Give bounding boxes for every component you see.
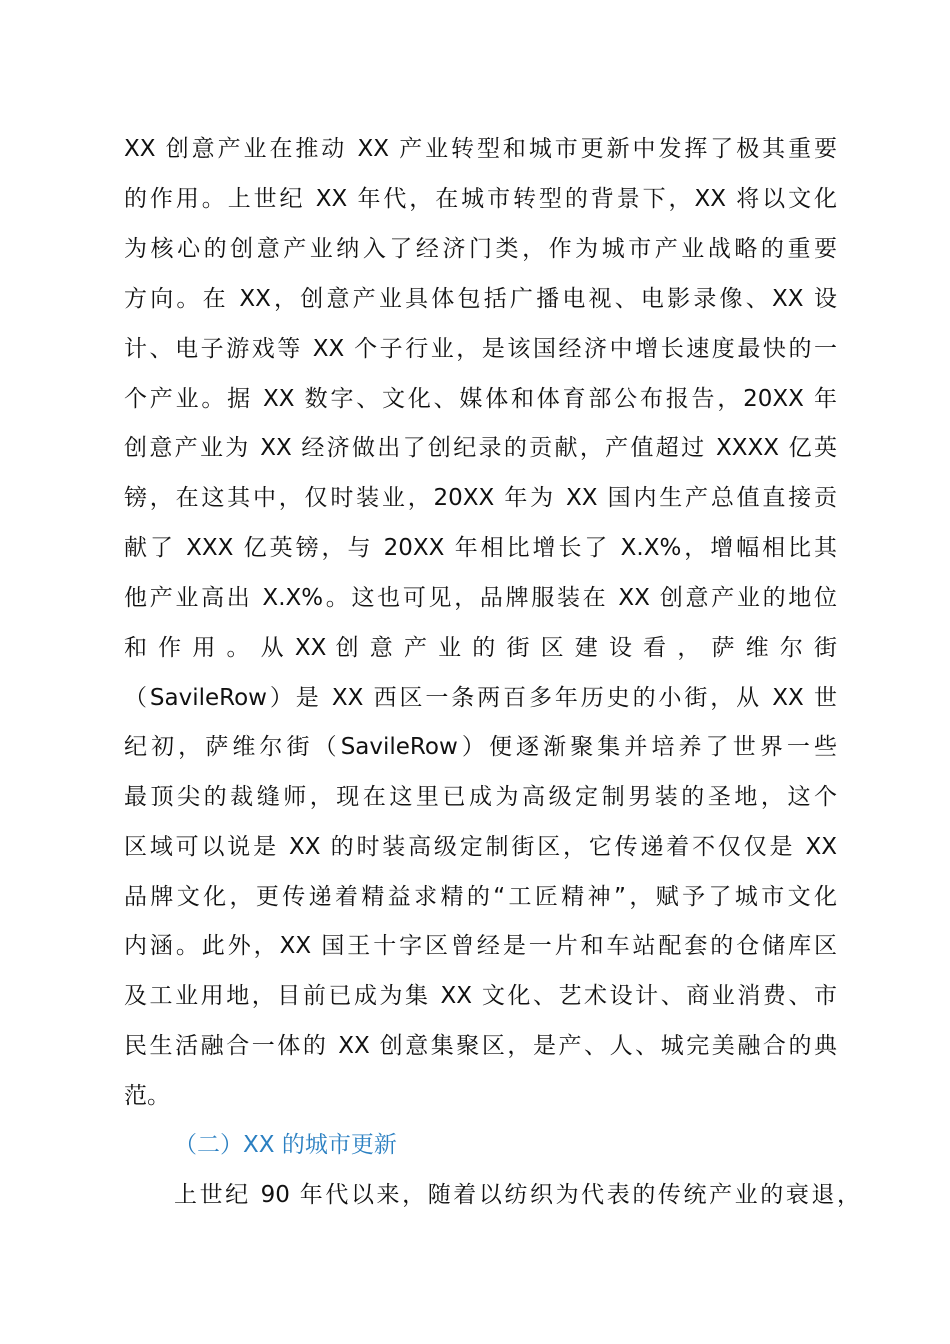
paragraph-line: 镑，在这其中，仅时装业，20XX 年为 XX 国内生产总值直接贡 [124, 485, 837, 511]
section-heading: （二）XX 的城市更新 [174, 1132, 397, 1158]
paragraph-line: 最顶尖的裁缝师，现在这里已成为高级定制男装的圣地，这个 [124, 784, 837, 810]
paragraph-line: 品牌文化，更传递着精益求精的“工匠精神”，赋予了城市文化 [124, 884, 837, 910]
paragraph-line: 他产业高出 X.X%。这也可见，品牌服装在 XX 创意产业的地位 [124, 585, 837, 611]
paragraph-line: 内涵。此外，XX 国王十字区曾经是一片和车站配套的仓储库区 [124, 933, 837, 959]
paragraph-line: 方向。在 XX，创意产业具体包括广播电视、电影录像、XX 设 [124, 286, 837, 312]
paragraph-line: 纪初，萨维尔街（SavileRow）便逐渐聚集并培养了世界一些 [124, 734, 837, 760]
paragraph-line: 民生活融合一体的 XX 创意集聚区，是产、人、城完美融合的典 [124, 1033, 837, 1059]
paragraph-line: 的作用。上世纪 XX 年代，在城市转型的背景下，XX 将以文化 [124, 186, 837, 212]
paragraph-line: 区域可以说是 XX 的时装高级定制街区，它传递着不仅仅是 XX [124, 834, 837, 860]
paragraph-line: （SavileRow）是 XX 西区一条两百多年历史的小街，从 XX 世 [124, 685, 837, 711]
paragraph-2-first-line: 上世纪 90 年代以来，随着以纺织为代表的传统产业的衰退， [174, 1182, 860, 1208]
paragraph-last-line: 范。 [124, 1083, 170, 1109]
paragraph-line: XX 创意产业在推动 XX 产业转型和城市更新中发挥了极其重要 [124, 136, 837, 162]
paragraph-line: 和 作 用 。 从 XX 创 意 产 业 的 街 区 建 设 看 ， 萨 维 尔 街 [124, 635, 837, 661]
paragraph-line: 个产业。据 XX 数字、文化、媒体和体育部公布报告，20XX 年 [124, 386, 837, 412]
paragraph-line: 创意产业为 XX 经济做出了创纪录的贡献，产值超过 XXXX 亿英 [124, 435, 837, 461]
paragraph-line: 为核心的创意产业纳入了经济门类，作为城市产业战略的重要 [124, 236, 837, 262]
paragraph-line: 献了 XXX 亿英镑，与 20XX 年相比增长了 X.X%，增幅相比其 [124, 535, 837, 561]
paragraph-line: 计、电子游戏等 XX 个子行业，是该国经济中增长速度最快的一 [124, 336, 837, 362]
paragraph-line: 及工业用地，目前已成为集 XX 文化、艺术设计、商业消费、市 [124, 983, 837, 1009]
